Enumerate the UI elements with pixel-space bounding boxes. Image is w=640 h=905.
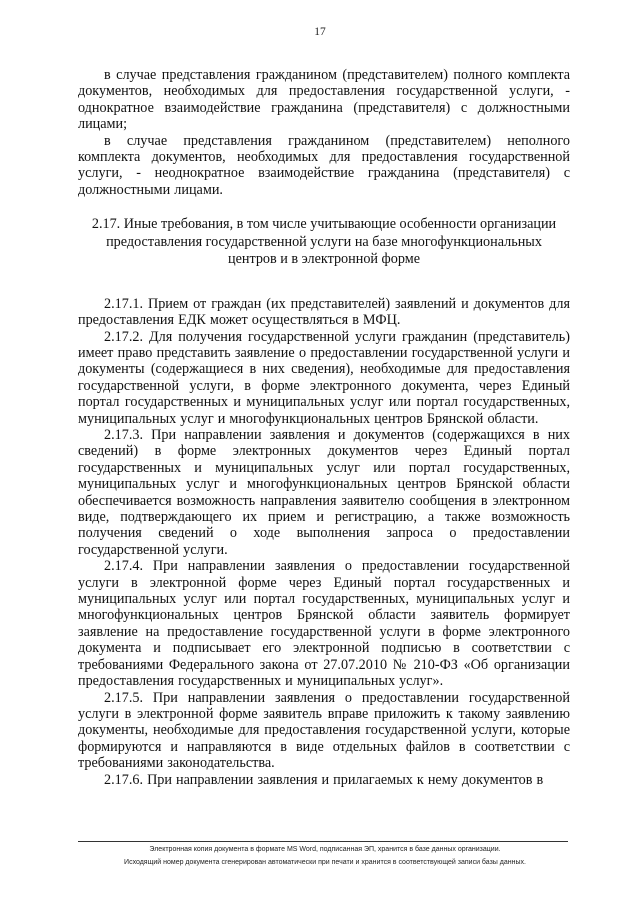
paragraph-2-17-3: 2.17.3. При направлении заявления и документов (содержащихся в них сведений) в форме электронных документов через Единый портал государственных и муниципальных услуг или портал государственных, муниципальных услуг и многофункциональных центров Брянской области обеспечивается возможность направления заявителю сообщения в электронном виде, подтверждающего их прием и регистрацию, а также возможность получения сведений о ходе выполнения запроса о предоставлении государственной услуги. — [78, 427, 570, 558]
paragraph-2-17-4: 2.17.4. При направлении заявления о предоставлении государственной услуги в электронной форме через Единый портал государственных и муниципальных услуг или портал государственных, муниципальных услуг и многофункциональных центров Брянской области заявитель формирует заявление на предоставление государственной услуги в форме электронного документа и подписывает его электронной подписью в соответствии с требованиями Федерального закона от 27.07.2010 № 210-ФЗ «Об организации предоставления государственных и муниципальных услуг». — [78, 558, 570, 690]
footer-divider — [78, 841, 568, 842]
paragraph-2-17-5: 2.17.5. При направлении заявления о предоставлении государственной услуги в электронной форме заявитель вправе приложить к такому заявлению документы, необходимые для предоставления государственной услуги, которые формируются и направляются в виде отдельных файлов в соответствии с требованиями законодательства. — [78, 689, 570, 772]
intro-paragraph-2: в случае представления гражданином (представителем) неполного комплекта документов, необходимых для предоставления государственной услуги, - неоднократное взаимодействие гражданина (представителя) с должностными лицами. — [78, 132, 570, 198]
section-title — [78, 216, 570, 269]
footer-note-1: Электронная копия документа в формате MS Word, подписанная ЭП, хранится в базе данных организации. — [149, 846, 501, 853]
section-title-line-3: центров и в электронной форме — [227, 251, 420, 268]
paragraph-2-17-2: 2.17.2. Для получения государственной услуги гражданин (представитель) имеет право представить заявление о предоставлении государственной услуги и документы (содержащиеся в них сведения), необходимые для предоставления государственной услуги, в форме электронного документа, через Единый портал государственных и муниципальных услуг или портал государственных, муниципальных услуг и многофункциональных центров Брянской области. — [78, 328, 570, 427]
intro-paragraph-1: в случае представления гражданином (представителем) полного комплекта документов, необходимых для предоставления государственной услуги, - однократное взаимодействие гражданина (представителя) с должностными лицами; — [78, 67, 570, 133]
section-title-line-2: предоставления государственной услуги на базе многофункциональных — [106, 233, 542, 250]
paragraph-2-17-1: 2.17.1. Прием от граждан (их представителей) заявлений и документов для предоставления ЕДК может осуществляться в МФЦ. — [78, 295, 570, 329]
section-title-line-1: 2.17. Иные требования, в том числе учитывающие особенности организации — [91, 216, 557, 233]
page-number: 17 — [314, 26, 326, 38]
paragraph-2-17-6: 2.17.6. При направлении заявления и прилагаемых к нему документов в — [104, 771, 544, 788]
page-content — [78, 67, 570, 788]
footer-note-2: Исходящий номер документа сгенерирован автоматически при печати и хранится в соответствующей записи базы данных. — [124, 859, 526, 866]
